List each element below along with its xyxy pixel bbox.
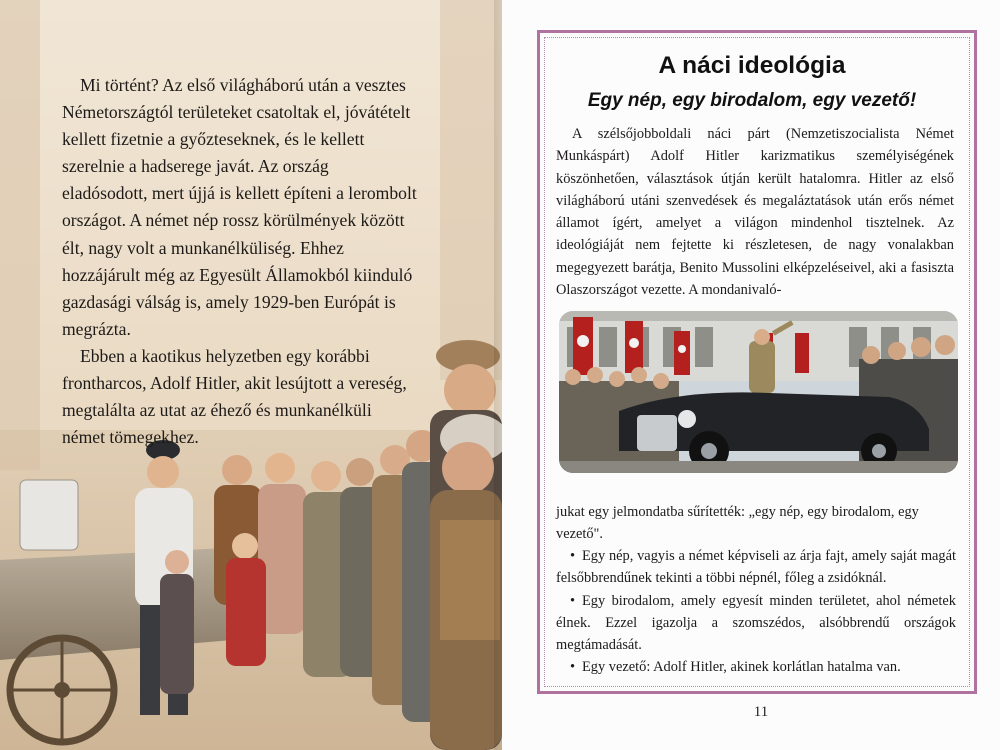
left-paragraph-2: Ebben a kaotikus helyzetben egy korábbi frontharcos, Adolf Hitler, akit lesújtott a vereség, megtalálta az utat az éhező és munkanélküli német tömegekhez. — [62, 345, 407, 448]
bullet-item — [556, 656, 956, 678]
motorcade-rally-photo — [559, 311, 958, 473]
continuation-paragraph: jukat egy jelmondatba sűrítették: „egy nép, egy birodalom, egy vezető". — [556, 504, 919, 543]
intro-paragraph: A szélsőjobboldali náci párt (Nemzetiszocialista Német Munkáspárt) Adolf Hitler karizmatikus személyiségének köszönhetően, választások útján került hatalomra. Hitler az első világháború utáni szenvedések és megaláztatások után erős német államot ígért, amelyet a világon mindenhol tisztelnek. Az ideológiáját nem fejtette ki részletesen, de nagy vonalakban megegyezett barátja, Benito Mussolini elképzeléseivel, aki a fasiszta Olaszországot vezette. A mondanivaló- — [556, 126, 954, 299]
bullet-text: Egy birodalom, amely egyesít minden területet, ahol németek élnek. Ezzel igazolja a szomszédos, alsóbbrendű országok megtámadását. — [556, 592, 956, 654]
bullet-item — [556, 545, 956, 590]
bullet-text: Egy nép, vagyis a német képviseli az árja fajt, amely saját magát felsőbbrendűnek tekinti a többi népnél, főleg a zsidóknál. — [556, 548, 956, 587]
bullet-text: Egy vezető: Adolf Hitler, akinek korlátlan hatalma van. — [582, 659, 901, 676]
page-subtitle: Egy nép, egy birodalom, egy vezető! — [587, 90, 917, 111]
rally-illustration — [559, 311, 958, 473]
bullet-item — [556, 590, 956, 657]
bullet-icon: • — [570, 548, 576, 564]
left-body-text — [62, 72, 418, 451]
page-title: A náci ideológia — [658, 52, 846, 79]
left-paragraph-1: Mi történt? Az első világháború után a vesztes Németországtól területeket csatoltak el, jóvátételt kellett fizetnie a győzteseknek, és le kellett szerelnie a hadserege javát. Az ország eladósodott, mert újjá is kellett építeni a lerombolt országot. A német nép rossz körülmények között élt, nagy volt a munkanélküliség. Ehhez hozzájárult még az Egyesült Államokból kiinduló gazdasági válság is, amely 1929-ben Európát is megrázta. — [62, 75, 417, 339]
bullet-icon: • — [570, 592, 576, 609]
bullet-icon: • — [570, 659, 576, 676]
bullet-list — [556, 545, 956, 679]
right-page — [502, 0, 1000, 750]
page-number: 11 — [753, 704, 769, 720]
